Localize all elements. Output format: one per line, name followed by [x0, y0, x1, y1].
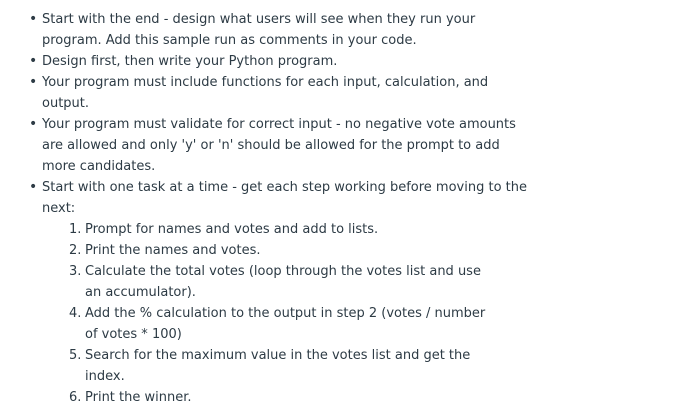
step-number: 2. [69, 243, 82, 258]
list-item [30, 177, 530, 408]
bullet-text: Your program must include functions for each input, calculation, and output. [42, 75, 489, 111]
step-number: 3. [69, 264, 82, 279]
steps-list [42, 219, 530, 408]
step-text: Print the winner. [85, 390, 192, 405]
list-item [30, 72, 530, 114]
list-item [30, 114, 530, 177]
step-text: Calculate the total votes (loop through the votes list and use an accumulator). [85, 264, 481, 300]
list-item [30, 9, 530, 51]
bullet-text: Start with the end - design what users will see when they run your program. Add this sample run as comments in your code. [42, 12, 476, 48]
step-item [42, 219, 495, 240]
step-text: Prompt for names and votes and add to lists. [85, 222, 379, 237]
step-number: 4. [69, 306, 82, 321]
bullet-icon: • [29, 116, 38, 132]
step-item [42, 345, 495, 387]
step-text: Add the % calculation to the output in step 2 (votes / number of votes * 100) [85, 306, 486, 342]
bullet-text: Start with one task at a time - get each step working before moving to the next: [42, 180, 527, 216]
bullet-icon: • [29, 74, 38, 90]
requirements-list [30, 9, 530, 408]
step-item [42, 387, 495, 408]
step-text: Print the names and votes. [85, 243, 261, 258]
step-item [42, 240, 495, 261]
bullet-icon: • [29, 179, 38, 195]
step-item [42, 303, 495, 345]
bullet-text: Design first, then write your Python program. [42, 54, 338, 69]
step-number: 1. [69, 222, 82, 237]
bullet-icon: • [29, 11, 38, 27]
bullet-icon: • [29, 53, 38, 69]
step-text: Search for the maximum value in the votes list and get the index. [85, 348, 471, 384]
step-number: 5. [69, 348, 82, 363]
step-number: 6. [69, 390, 82, 405]
bullet-text: Your program must validate for correct input - no negative vote amounts are allowed and only 'y' or 'n' should be allowed for the prompt to add more candidates. [42, 117, 516, 174]
step-item [42, 261, 495, 303]
list-item [30, 51, 530, 72]
